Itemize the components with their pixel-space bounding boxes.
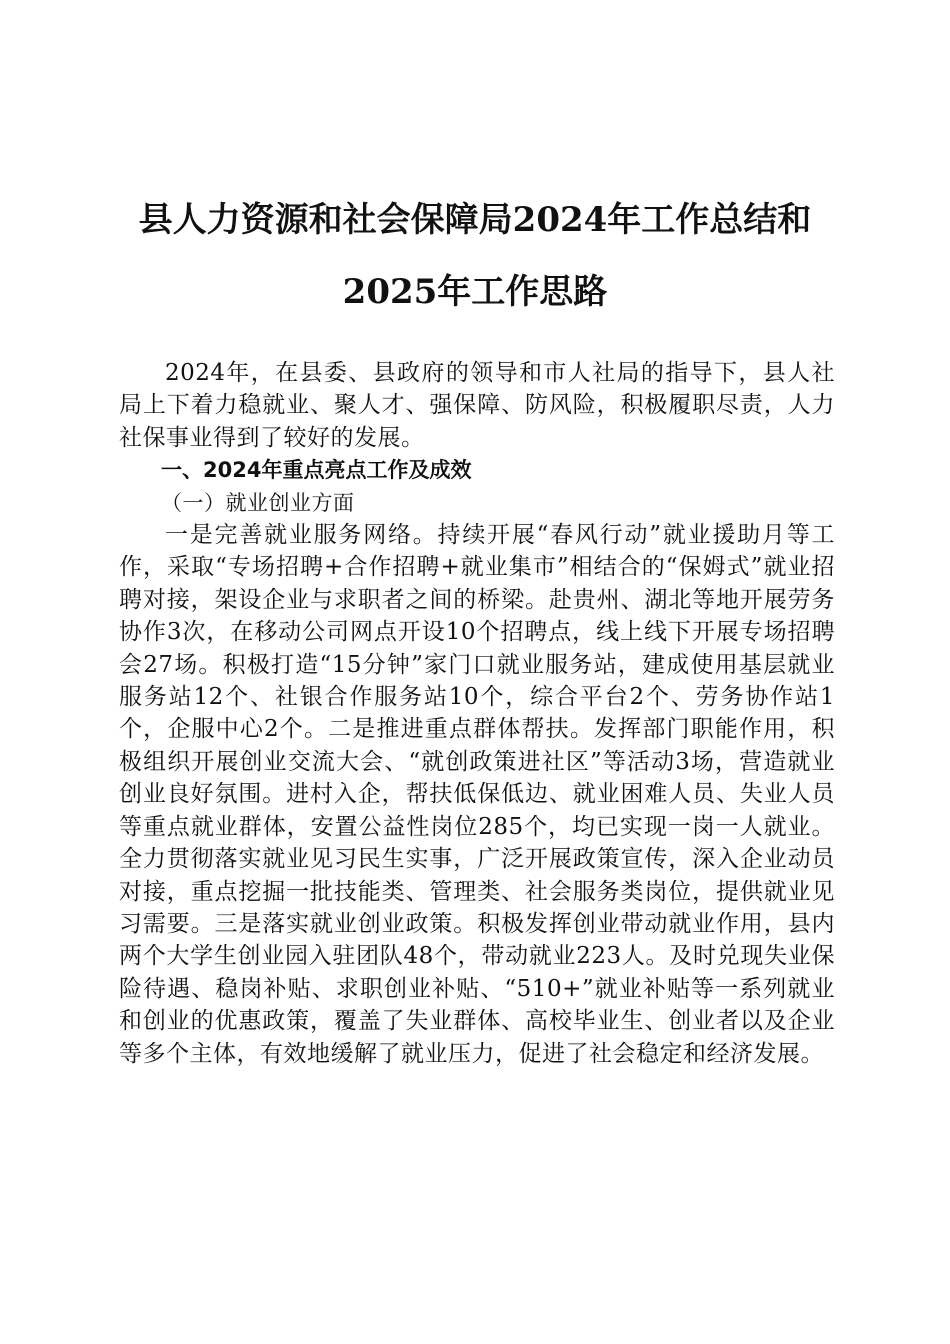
document-title-line-2: 2025年工作思路 xyxy=(342,272,608,312)
document-title-line-1: 县人力资源和社会保障局2024年工作总结和 xyxy=(138,200,812,240)
document-body xyxy=(119,357,835,1070)
section-heading: 一、2024年重点亮点工作及成效 xyxy=(161,458,472,483)
subsection-heading: （一）就业创业方面 xyxy=(161,490,355,515)
intro-paragraph: 2024年，在县委、县政府的领导和市人社局的指导下，县人社局上下着力稳就业、聚人才、强保障、防风险，积极履职尽责，人力社保事业得到了较好的发展。 xyxy=(119,360,835,451)
body-paragraph: 一是完善就业服务网络。持续开展“春风行动”就业援助月等工作，采取“专场招聘+合作招聘+就业集市”相结合的“保姆式”就业招聘对接，架设企业与求职者之间的桥梁。赴贵州、湖北等地开展劳务协作3次，在移动公司网点开设10个招聘点，线上线下开展专场招聘会27场。积极打造“15分钟”家门口就业服务站，建成使用基层就业服务站12个、社银合作服务站10个，综合平台2个、劳务协作站1个，企服中心2个。二是推进重点群体帮扶。发挥部门职能作用，积极组织开展创业交流大会、“就创政策进社区”等活动3场，营造就业创业良好氛围。进村入企，帮扶低保低边、就业困难人员、失业人员等重点就业群体，安置公益性岗位285个，均已实现一岗一人就业。全力贯彻落实就业见习民生实事，广泛开展政策宣传，深入企业动员对接，重点挖掘一批技能类、管理类、社会服务类岗位，提供就业见习需要。三是落实就业创业政策。积极发挥创业带动就业作用，县内两个大学生创业园入驻团队48个，带动就业223人。及时兑现失业保险待遇、稳岗补贴、求职创业补贴、“510+”就业补贴等一系列就业和创业的优惠政策，覆盖了失业群体、高校毕业生、创业者以及企业等多个主体，有效地缓解了就业压力，促进了社会稳定和经济发展。 xyxy=(119,522,835,1067)
